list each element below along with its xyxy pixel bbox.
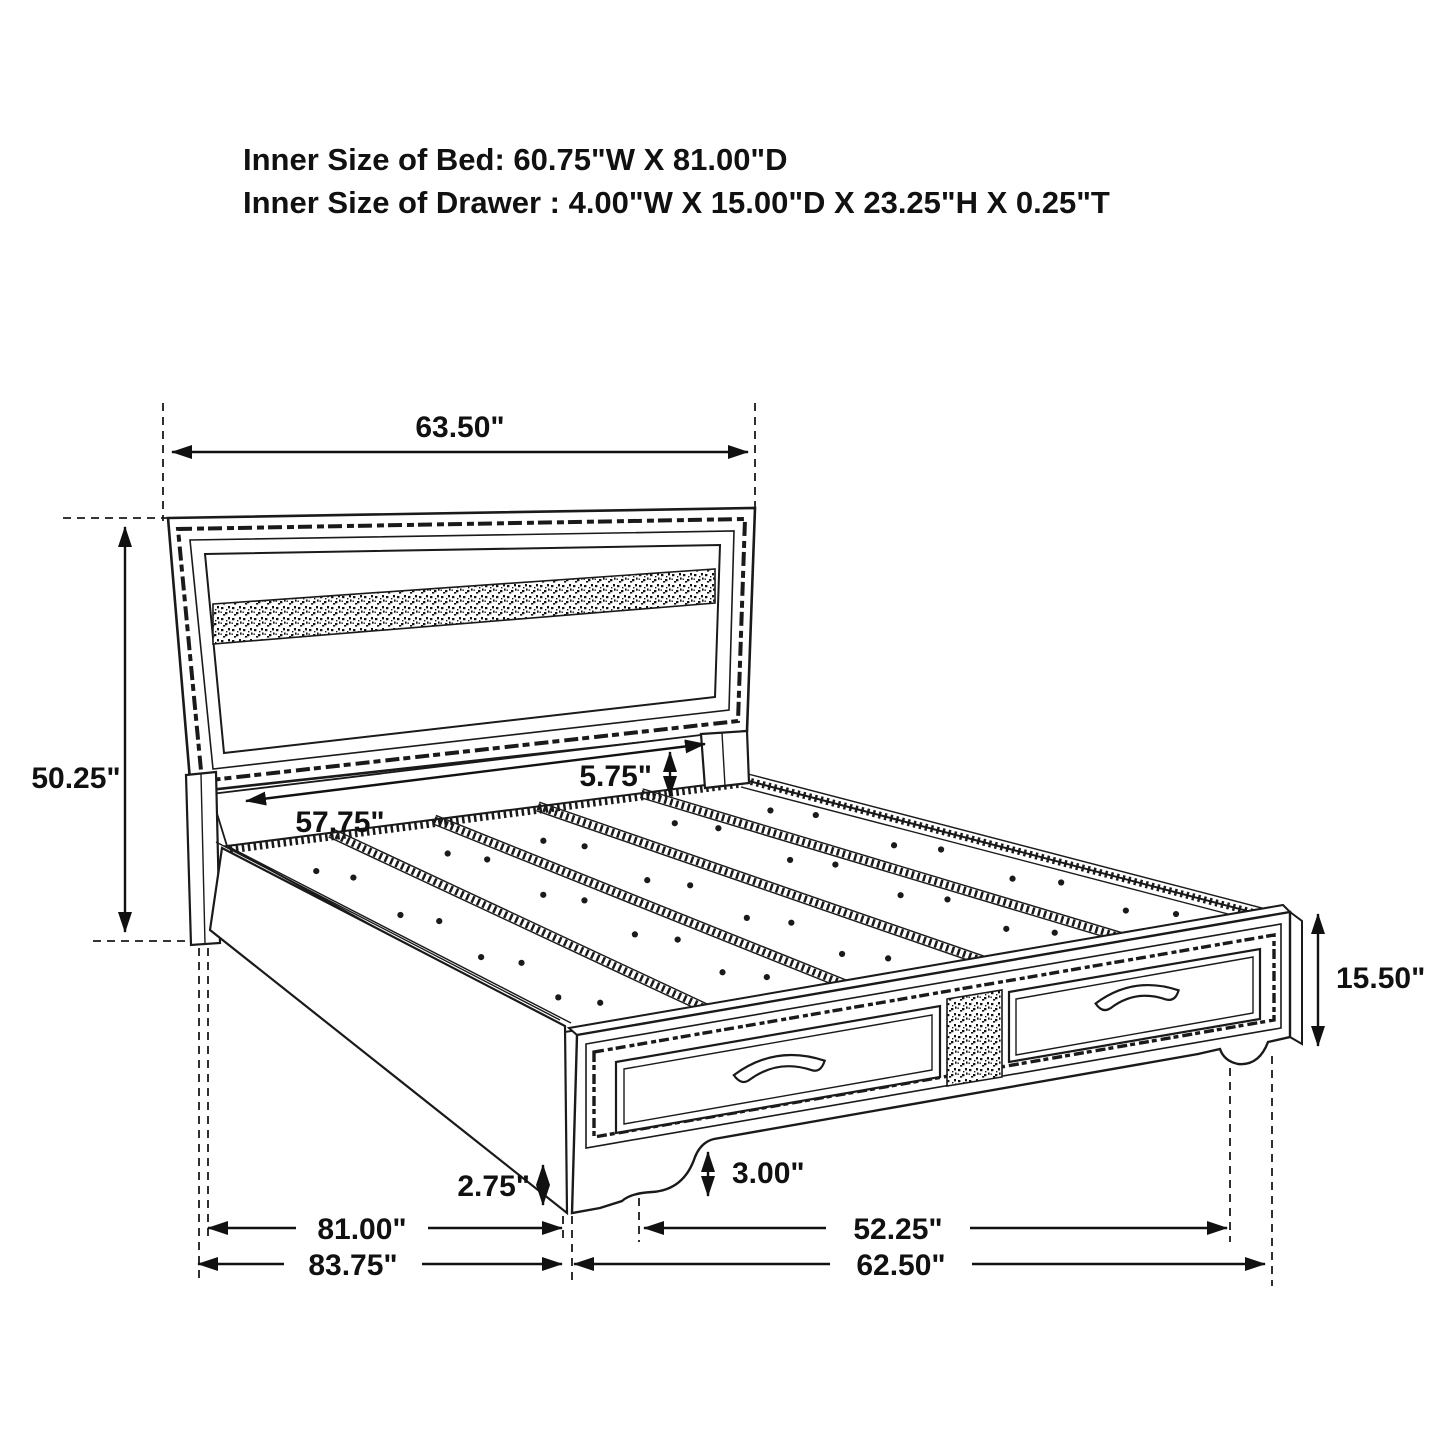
dim-label-headboard-width: 63.50" — [415, 411, 505, 444]
title-inner-drawer-size: Inner Size of Drawer : 4.00"W X 15.00"D X 23.25"H X 0.25"T — [243, 185, 1110, 220]
dim-label-rail-height: 5.75" — [579, 760, 652, 793]
dim-label-footboard-height: 15.50" — [1336, 962, 1426, 995]
title-inner-bed-size: Inner Size of Bed: 60.75"W X 81.00"D — [243, 142, 788, 177]
footboard-right-face — [1290, 912, 1302, 1044]
dim-label-drawer-section: 52.25" — [853, 1213, 943, 1246]
dim-label-drawer-floor-gap: 3.00" — [732, 1157, 805, 1190]
footboard-glitter-divider — [947, 990, 1002, 1086]
bed-drawing — [168, 508, 1302, 1213]
dim-label-footboard-width: 62.50" — [856, 1249, 946, 1282]
dim-label-inner-depth: 81.00" — [317, 1213, 407, 1246]
dim-label-outer-depth: 83.75" — [308, 1249, 398, 1282]
dim-label-inner-rail-width: 57.75" — [295, 806, 385, 839]
dim-label-side-rail-floor-gap: 2.75" — [457, 1170, 530, 1203]
dim-label-headboard-height: 50.25" — [31, 762, 121, 795]
